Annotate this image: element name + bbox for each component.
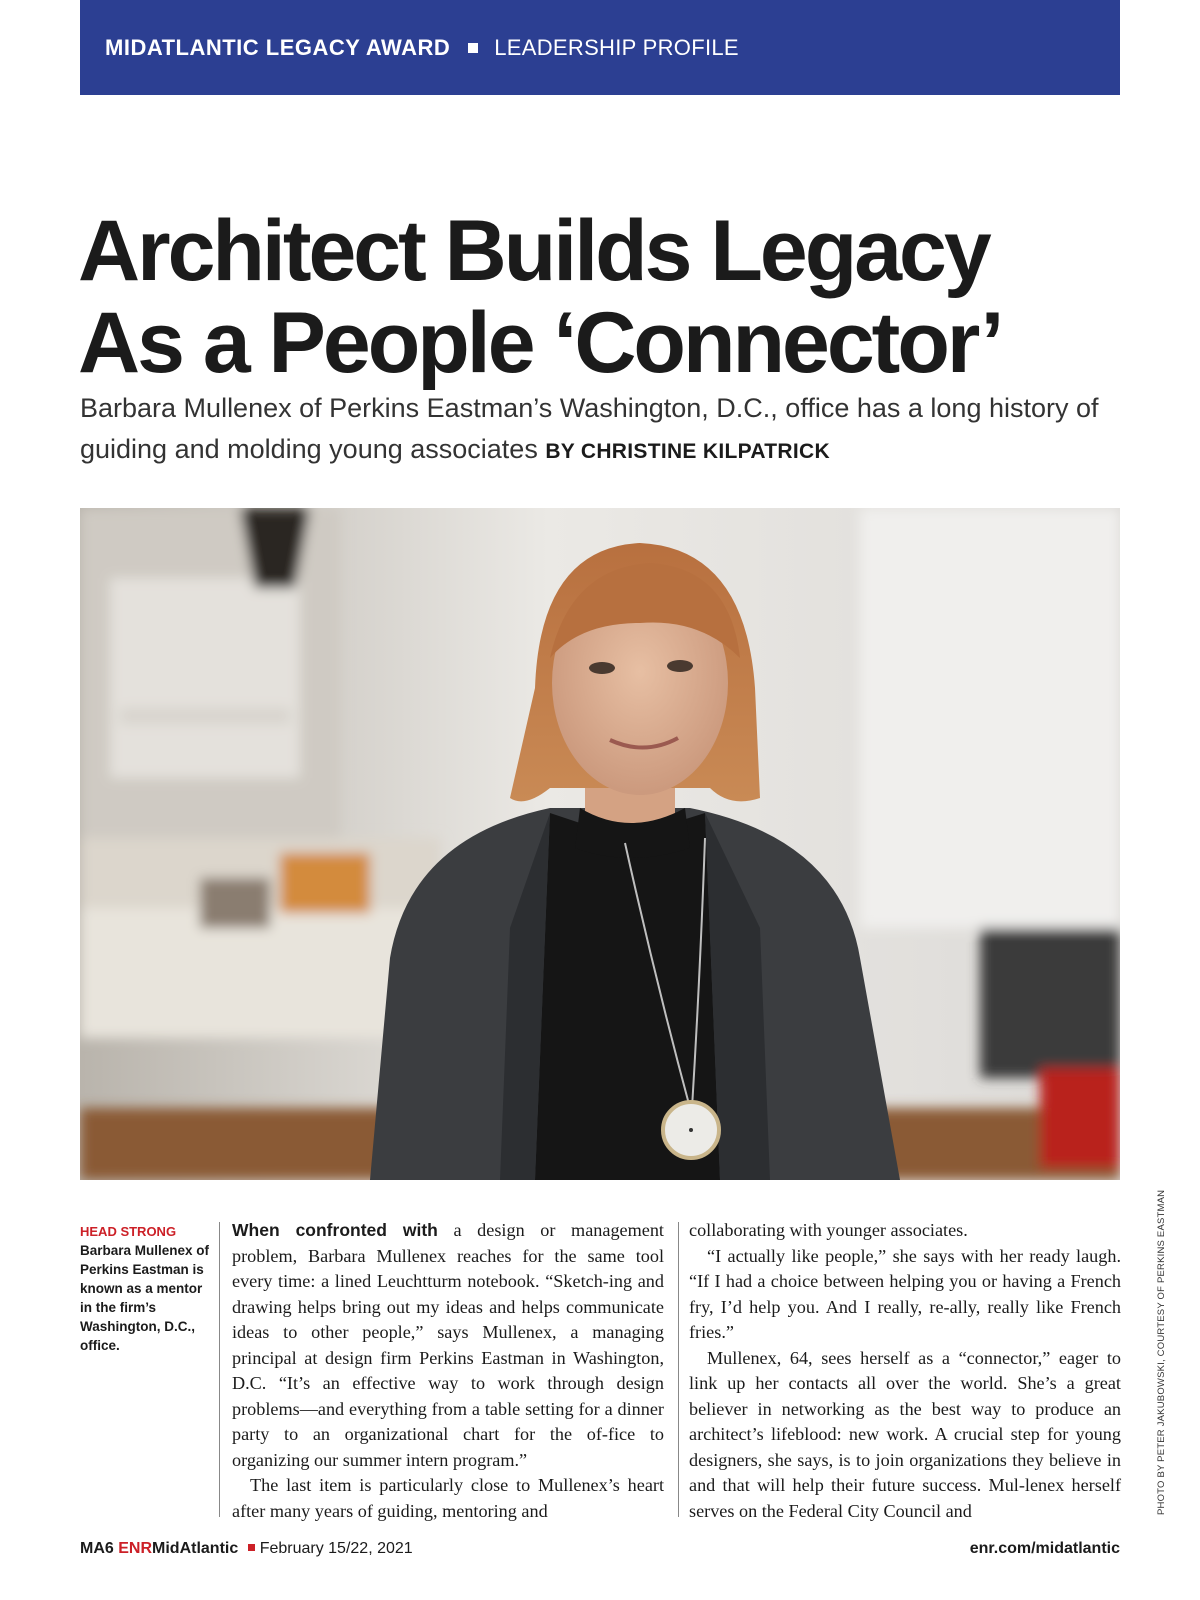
article-headline <box>78 205 1138 389</box>
issue-date: February 15/22, 2021 <box>259 1540 413 1557</box>
article-column-2 <box>689 1218 1121 1524</box>
section-label: LEADERSHIP PROFILE <box>494 34 739 60</box>
photo-credit-text: PHOTO BY PETER JAKUBOWSKI, COURTESY OF PERKINS EASTMAN <box>1156 1189 1167 1515</box>
brand-midatlantic: MidAtlantic <box>152 1540 239 1557</box>
portrait-illustration <box>80 508 1120 1180</box>
page-footer-left <box>80 1540 413 1558</box>
award-label: MIDATLANTIC LEGACY AWARD <box>105 34 451 60</box>
paragraph-text: a design or management problem, Barbara Mullenex reaches for the same tool every time: a lined Leuchtturm notebook. “Sketch-ing and drawing helps bring out my ideas and helps communicate ideas to other people,” says Mullenex, a managing principal at design firm Perkins Eastman in Washington, D.C. “It’s an effective way to work through design problems—and everything from a table setting for a dinner party to an organizational chart for the of-fice to organizing our summer intern program.” <box>232 1220 664 1470</box>
article-paragraph: “I actually like people,” she says with her ready laugh. “If I had a choice between helping you or having a French fry, I’d help you. And I really, re-ally, really like French fries.” <box>689 1245 1121 1342</box>
byline: BY CHRISTINE KILPATRICK <box>545 440 830 463</box>
column-rule-2 <box>678 1222 679 1517</box>
article-column-1 <box>232 1218 664 1524</box>
square-bullet-icon <box>248 1544 255 1551</box>
article-paragraph <box>232 1218 664 1473</box>
caption-head: HEAD STRONG <box>80 1224 177 1239</box>
article-paragraph: The last item is particularly close to Mullenex’s heart after many years of guiding, mentoring and <box>232 1475 664 1521</box>
lead-in: When confronted with <box>232 1220 438 1240</box>
photo-credit <box>1156 1185 1170 1515</box>
section-banner <box>80 0 1120 95</box>
brand-enr: ENR <box>118 1540 153 1557</box>
headline-line-2: As a People ‘Connector’ <box>78 295 1002 391</box>
photo-caption <box>80 1222 215 1355</box>
square-bullet-icon <box>468 43 478 53</box>
article-paragraph: Mullenex, 64, sees herself as a “connector,” eager to link up her contacts all over the world. She’s a great believer in networking as the best way to produce an architect’s lifeblood: new work. A crucial step for young designers, she says, is to join organizations they believe in and that will help their future success. Mul-lenex herself serves on the Federal City Council and <box>689 1347 1121 1521</box>
caption-body: Barbara Mullenex of Perkins Eastman is known as a mentor in the firm’s Washington, D.C., office. <box>80 1243 210 1353</box>
footer-url[interactable]: enr.com/midatlantic <box>969 1540 1120 1557</box>
headline-line-1: Architect Builds Legacy <box>78 203 989 299</box>
article-dek <box>80 388 1120 472</box>
dek-text: Barbara Mullenex of Perkins Eastman’s Washington, D.C., office has a long history of guiding and molding young associates <box>80 393 1099 464</box>
article-paragraph: collaborating with younger associates. <box>689 1220 968 1240</box>
page-folio: MA6 <box>80 1540 114 1557</box>
column-rule-1 <box>219 1222 220 1517</box>
portrait-photo <box>80 508 1120 1180</box>
